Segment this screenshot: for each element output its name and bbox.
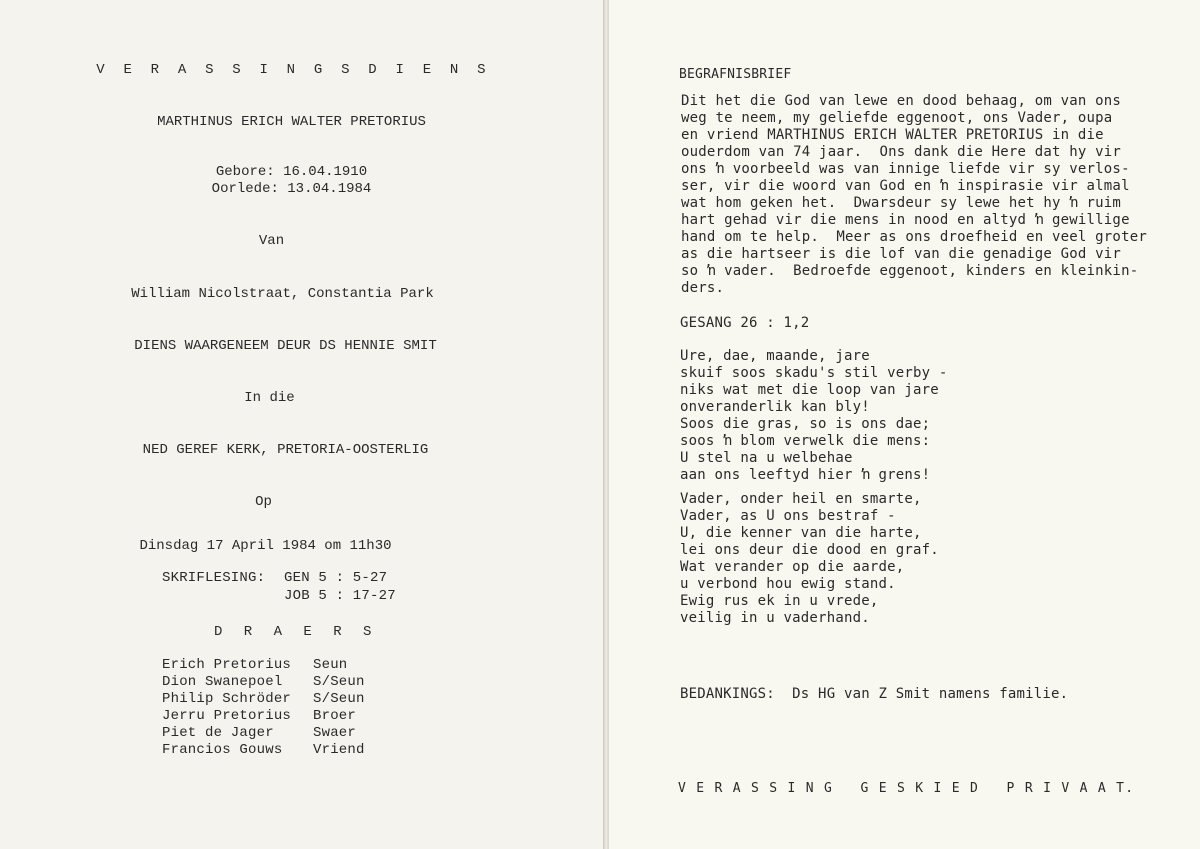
service-title: V E R A S S I N G S D I E N S — [96, 62, 491, 78]
verse-line: U, die kenner van die harte, — [680, 525, 922, 541]
verse-line: Vader, as U ons bestraf - — [680, 508, 896, 524]
letter-line: en vriend MARTHINUS ERICH WALTER PRETORIUS in die — [681, 127, 1104, 143]
letter-line: ser, vir die woord van God en ŉ inspirasie vir almal — [681, 178, 1130, 194]
letter-line: hand om te help. Meer as ons droefheid en veel groter — [681, 229, 1147, 245]
draer-relation: S/Seun — [313, 674, 365, 690]
address: William Nicolstraat, Constantia Park — [131, 286, 434, 302]
birth-date: Gebore: 16.04.1910 — [215, 164, 368, 180]
letter-line: wat hom geken het. Dwarsdeur sy lewe het hy ŉ ruim — [681, 195, 1122, 211]
verse-line: soos ŉ blom verwelk die mens: — [680, 433, 931, 449]
draer-relation: Vriend — [313, 742, 365, 758]
draer-name: Erich Pretorius — [162, 657, 292, 673]
letter-line: so ŉ vader. Bedroefde eggenoot, kinders en kleinkin- — [681, 263, 1139, 279]
service-date: Dinsdag 17 April 1984 om 11h30 — [139, 538, 392, 554]
letter-line: ons ŉ voorbeeld was van innige liefde vir sy verlos- — [681, 161, 1130, 177]
draer-name: Francios Gouws — [162, 742, 283, 758]
verse-line: u verbond hou ewig stand. — [680, 576, 896, 592]
letter-line: hart gehad vir die mens in nood en altyd ŉ gewillige — [681, 212, 1130, 228]
letter-heading: BEGRAFNISBRIEF — [679, 67, 792, 82]
verse-line: Ure, dae, maande, jare — [680, 348, 870, 364]
draer-relation: S/Seun — [313, 691, 365, 707]
draer-name: Piet de Jager — [162, 725, 274, 741]
van-label: Van — [258, 233, 285, 249]
death-date: Oorlede: 13.04.1984 — [211, 181, 372, 197]
draers-title: D R A E R S — [214, 624, 378, 640]
officiant: DIENS WAARGENEEM DEUR DS HENNIE SMIT — [134, 338, 437, 354]
in-die-label: In die — [244, 390, 295, 406]
verse-line: lei ons deur die dood en graf. — [680, 542, 939, 558]
verse-line: skuif soos skadu's stil verby - — [680, 365, 948, 381]
verse-line: onveranderlik kan bly! — [680, 399, 870, 415]
verse-line: veilig in u vaderhand. — [680, 610, 870, 626]
verse-line: Vader, onder heil en smarte, — [680, 491, 922, 507]
draer-name: Philip Schröder — [162, 691, 292, 707]
private-cremation-note: V E R A S S I N G G E S K I E D P R I V A A T. — [678, 781, 1135, 796]
draer-relation: Swaer — [313, 725, 357, 741]
letter-line: ders. — [681, 280, 725, 296]
verse-line: Ewig rus ek in u vrede, — [680, 593, 879, 609]
right-page — [609, 0, 1200, 849]
letter-line: Dit het die God van lewe en dood behaag, om van ons — [681, 93, 1122, 109]
draer-relation: Broer — [313, 708, 357, 724]
verse-line: Soos die gras, so is ons dae; — [680, 416, 931, 432]
letter-line: weg te neem, my geliefde eggenoot, ons Vader, oupa — [681, 110, 1113, 126]
verse-line: Wat verander op die aarde, — [680, 559, 905, 575]
letter-line: ouderdom van 74 jaar. Ons dank die Here dat hy vir — [681, 144, 1122, 160]
draer-name: Dion Swanepoel — [162, 674, 283, 690]
verse-line: niks wat met die loop van jare — [680, 382, 939, 398]
deceased-name: MARTHINUS ERICH WALTER PRETORIUS — [157, 114, 426, 130]
church-name: NED GEREF KERK, PRETORIA-OOSTERLIG — [142, 442, 429, 458]
op-label: Op — [255, 494, 272, 510]
reading-1: GEN 5 : 5-27 — [284, 570, 388, 586]
reading-2: JOB 5 : 17-27 — [284, 588, 396, 604]
draer-name: Jerru Pretorius — [162, 708, 292, 724]
hymn-title: GESANG 26 : 1,2 — [680, 315, 810, 331]
draer-relation: Seun — [313, 657, 348, 673]
letter-line: as die hartseer is die lof van die genadige God vir — [681, 246, 1122, 262]
verse-line: aan ons leeftyd hier ŉ grens! — [680, 467, 931, 483]
acknowledgements: BEDANKINGS: Ds HG van Z Smit namens familie. — [680, 686, 1069, 702]
reading-label: SKRIFLESING: — [162, 570, 266, 586]
verse-line: U stel na u welbehae — [680, 450, 853, 466]
